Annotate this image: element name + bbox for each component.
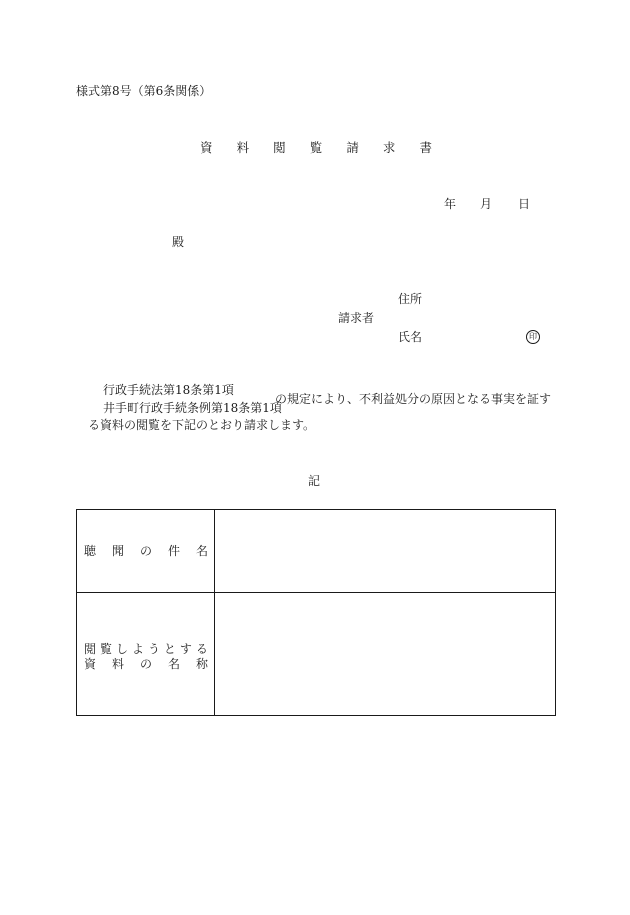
- label-char: し: [115, 642, 128, 656]
- date-month-label: 月: [480, 197, 493, 211]
- seal-mark: 印: [526, 330, 540, 344]
- title-char: 閲: [273, 140, 286, 155]
- title-char: 料: [236, 140, 250, 155]
- label-char: 覧: [99, 642, 112, 656]
- label-char: と: [163, 642, 176, 656]
- label-char: す: [179, 642, 192, 656]
- title-char: 請: [346, 140, 359, 155]
- label-char: 料: [111, 657, 124, 671]
- address-label: 住所: [398, 292, 423, 306]
- title-char: 覧: [309, 140, 323, 155]
- document-title: [200, 141, 432, 155]
- request-table: [76, 509, 556, 716]
- label-char: 閲: [84, 642, 97, 656]
- ki-heading: 記: [308, 474, 321, 488]
- date-day-label: 日: [518, 197, 531, 211]
- label-char: 称: [195, 657, 208, 671]
- date-year-label: 年: [444, 197, 457, 211]
- label-char: 名: [195, 544, 208, 558]
- label-char: 名: [167, 657, 180, 671]
- label-char: う: [147, 642, 160, 656]
- addressee-suffix: 殿: [172, 235, 185, 249]
- body-text-line1: の規定により、不利益処分の原因となる事実を証す: [275, 392, 552, 406]
- requester-label: 請求者: [338, 311, 375, 325]
- date-line: [444, 197, 530, 211]
- label-char: の: [139, 657, 152, 671]
- label-char: 聴: [84, 544, 97, 558]
- table-row-divider: [77, 592, 555, 593]
- material-name-label: [84, 642, 208, 672]
- body-text-line2: る資料の閲覧を下記のとおり請求します。: [88, 418, 316, 432]
- label-char: よ: [131, 642, 144, 656]
- label-char: る: [195, 642, 208, 656]
- hearing-subject-label: [84, 544, 208, 559]
- table-column-divider: [214, 510, 215, 715]
- law-option-2: 井手町行政手続条例第18条第1項: [103, 401, 282, 415]
- title-char: 書: [419, 140, 432, 155]
- label-char: 件: [167, 544, 180, 558]
- label-char: 資: [84, 657, 97, 671]
- title-char: 資: [200, 140, 213, 155]
- name-label: 氏名: [398, 330, 423, 344]
- label-char: の: [139, 544, 152, 558]
- law-option-1: 行政手続法第18条第1項: [103, 383, 234, 397]
- label-char: 聞: [111, 544, 124, 558]
- form-number: 様式第8号（第6条関係）: [76, 84, 212, 98]
- title-char: 求: [382, 140, 396, 155]
